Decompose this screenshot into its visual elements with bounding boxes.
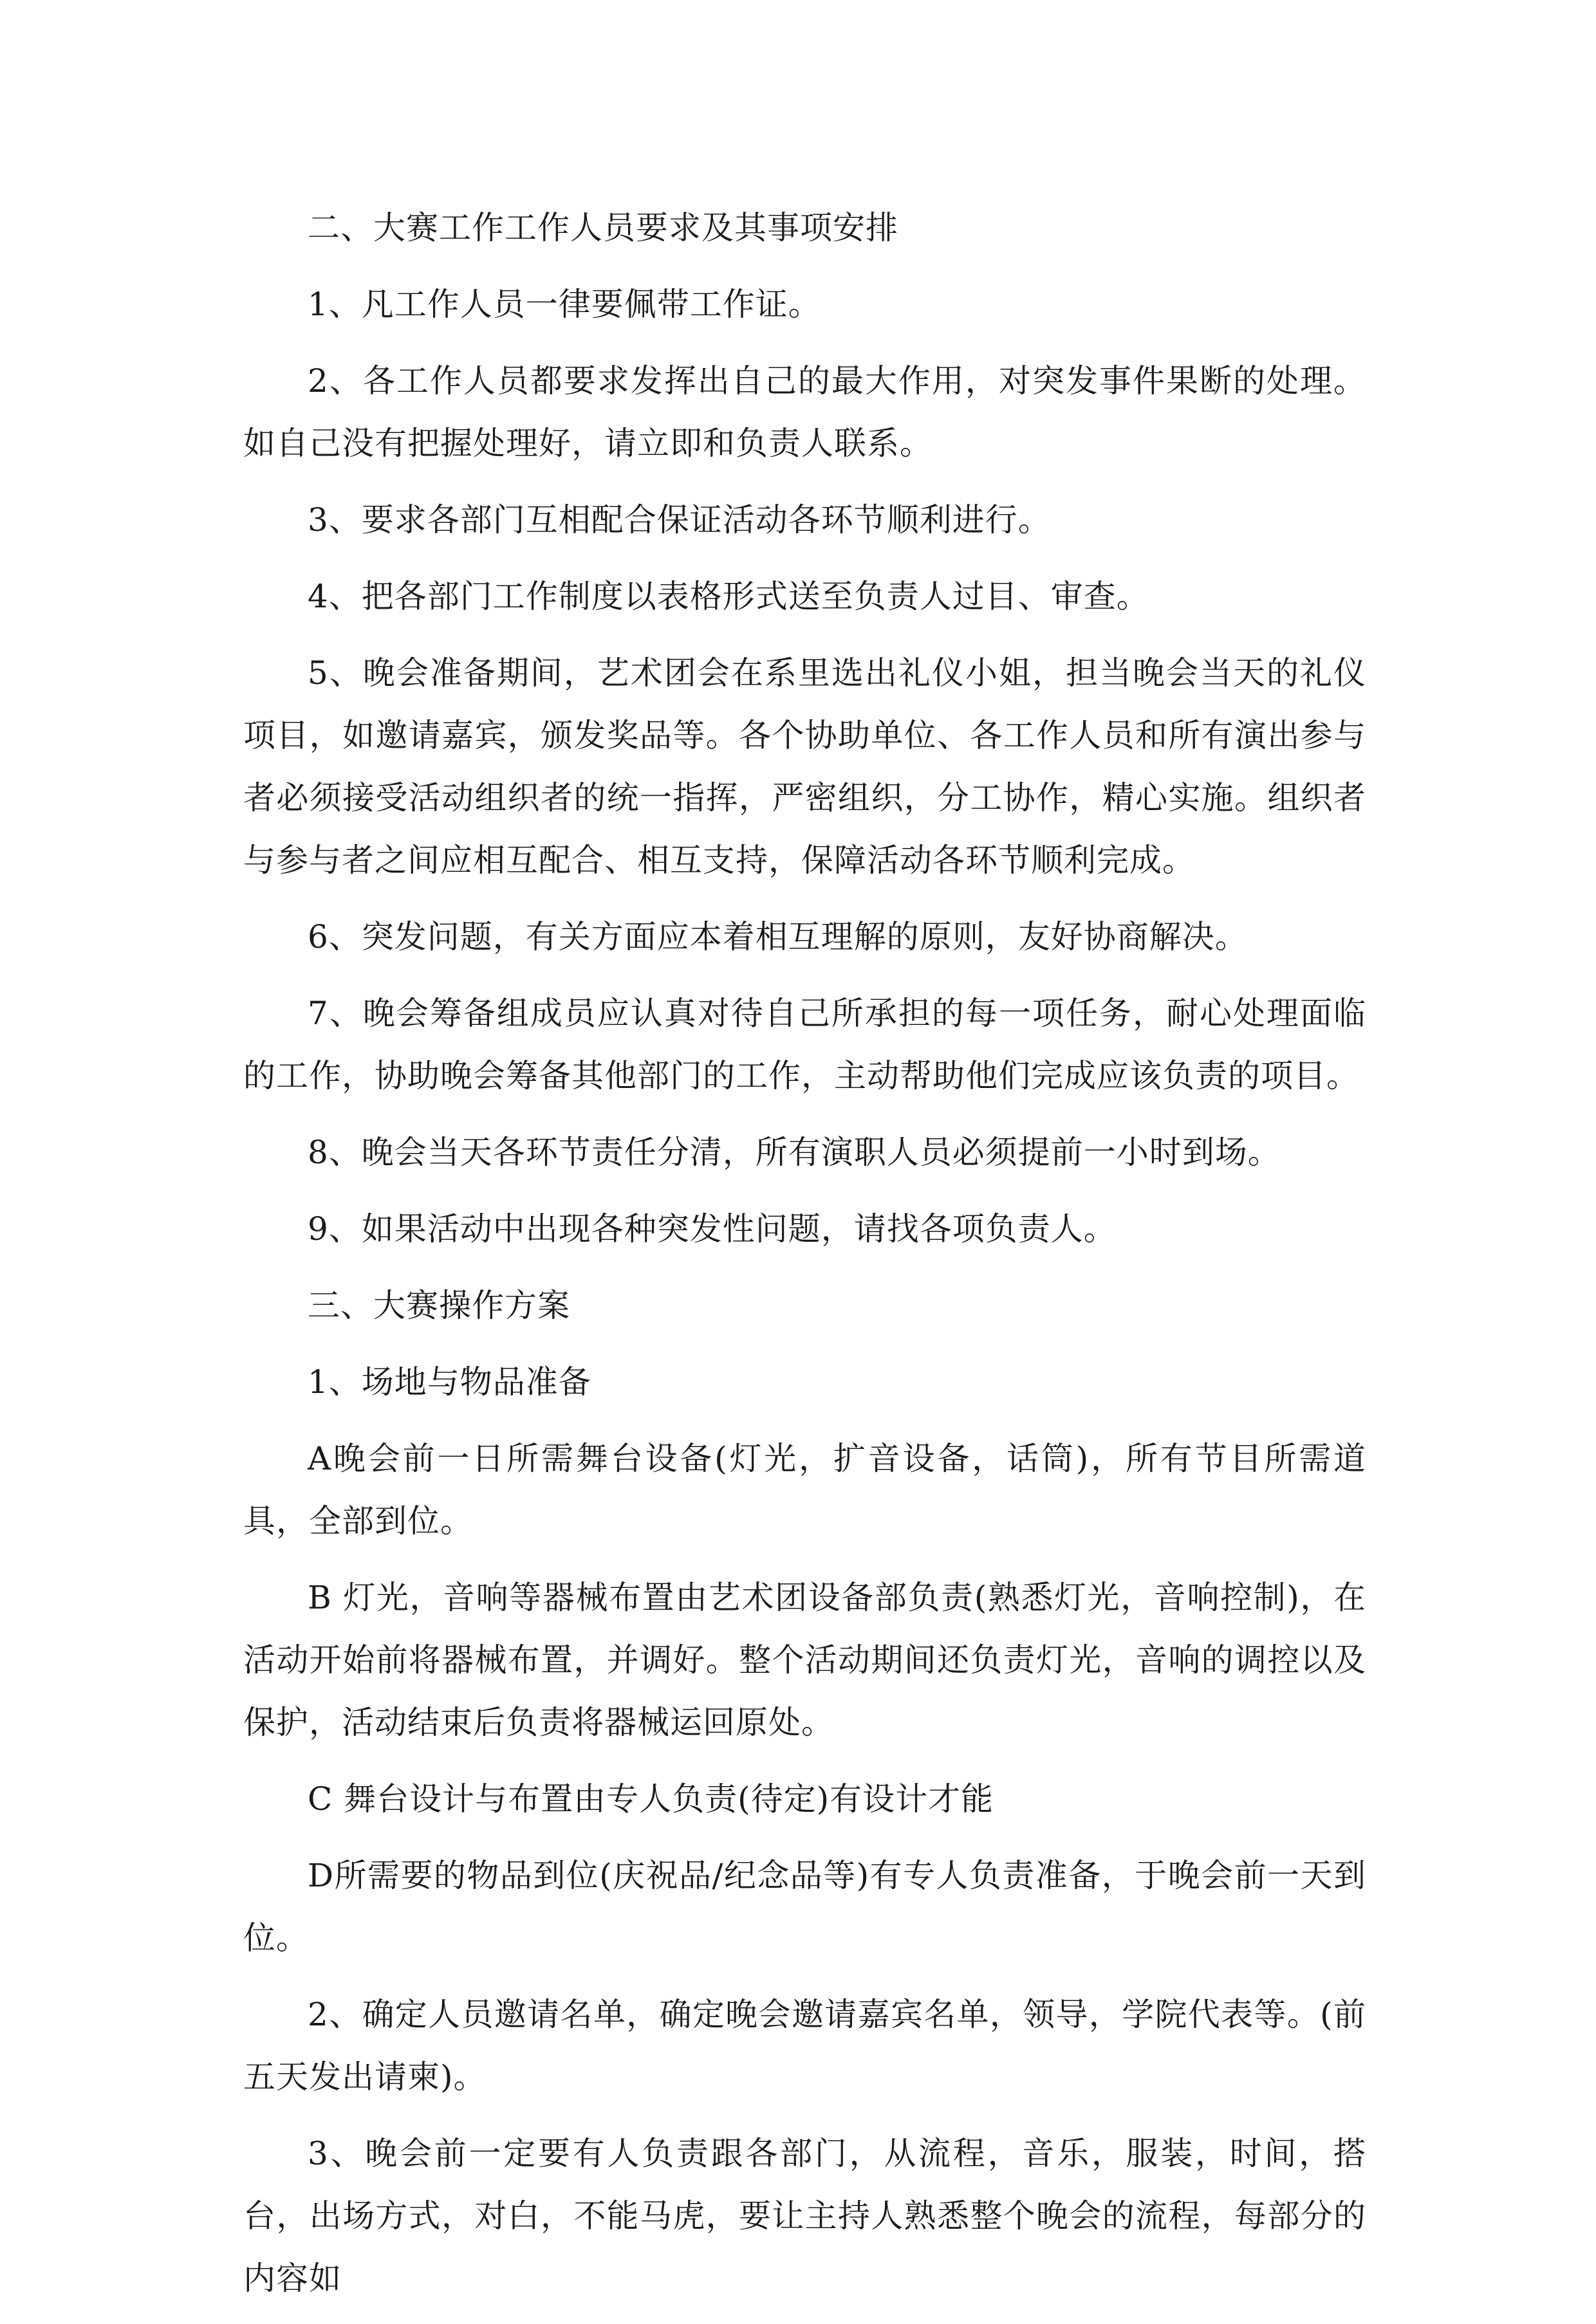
paragraph-item-1: 1、凡工作人员一律要佩带工作证。 (308, 286, 821, 323)
paragraph-item-a: A晚会前一日所需舞台设备(灯光，扩音设备，话筒)，所有节目所需道具，全部到位。 (243, 1440, 1366, 1540)
paragraph-item-5: 5、晚会准备期间，艺术团会在系里选出礼仪小姐，担当晚会当天的礼仪项目，如邀请嘉宾，颁发奖品等。各个协助单位、各工作人员和所有演出参与者必须接受活动组织者的统一指挥，严密组织，分工协作，精心实施。组织者与参与者之间应相互配合、相互支持，保障活动各环节顺利完成。 (243, 654, 1366, 879)
section-heading-3: 三、大赛操作方案 (308, 1287, 570, 1324)
paragraph-item-3: 3、要求各部门互相配合保证活动各环节顺利进行。 (308, 501, 1051, 539)
section-heading-2: 二、大赛工作工作人员要求及其事项安排 (308, 209, 898, 246)
document-page (243, 197, 1366, 2324)
paragraph-item-9: 9、如果活动中出现各种突发性问题，请找各项负责人。 (308, 1210, 1117, 1248)
paragraph-item-6: 6、突发问题，有关方面应本着相互理解的原则，友好协商解决。 (308, 918, 1248, 955)
paragraph-item-8: 8、晚会当天各环节责任分清，所有演职人员必须提前一小时到场。 (308, 1134, 1281, 1171)
paragraph-item-d: D所需要的物品到位(庆祝品/纪念品等)有专人负责准备，于晚会前一天到位。 (243, 1857, 1366, 1957)
paragraph-invite-list: 2、确定人员邀请名单，确定晚会邀请嘉宾名单，领导，学院代表等。(前五天发出请柬)。 (243, 1996, 1366, 2096)
paragraph-item-7: 7、晚会筹备组成员应认真对待自己所承担的每一项任务，耐心处理面临的工作，协助晚会筹备其他部门的工作，主动帮助他们完成应该负责的项目。 (243, 995, 1366, 1094)
paragraph-item-2: 2、各工作人员都要求发挥出自己的最大作用，对突发事件果断的处理。如自己没有把握处理好，请立即和负责人联系。 (243, 362, 1366, 462)
paragraph-item-c: C 舞台设计与布置由专人负责(待定)有设计才能 (308, 1780, 994, 1818)
paragraph-prep-flow: 3、晚会前一定要有人负责跟各部门，从流程，音乐，服装，时间，搭台，出场方式，对白，不能马虎，要让主持人熟悉整个晚会的流程，每部分的内容如 (243, 2135, 1366, 2297)
paragraph-item-4: 4、把各部门工作制度以表格形式送至负责人过目、审查。 (308, 578, 1149, 615)
subheading-venue-items: 1、场地与物品准备 (308, 1363, 591, 1401)
paragraph-item-b: B 灯光，音响等器械布置由艺术团设备部负责(熟悉灯光，音响控制)，在活动开始前将器械布置，并调好。整个活动期间还负责灯光，音响的调控以及保护，活动结束后负责将器械运回原处。 (243, 1579, 1366, 1741)
